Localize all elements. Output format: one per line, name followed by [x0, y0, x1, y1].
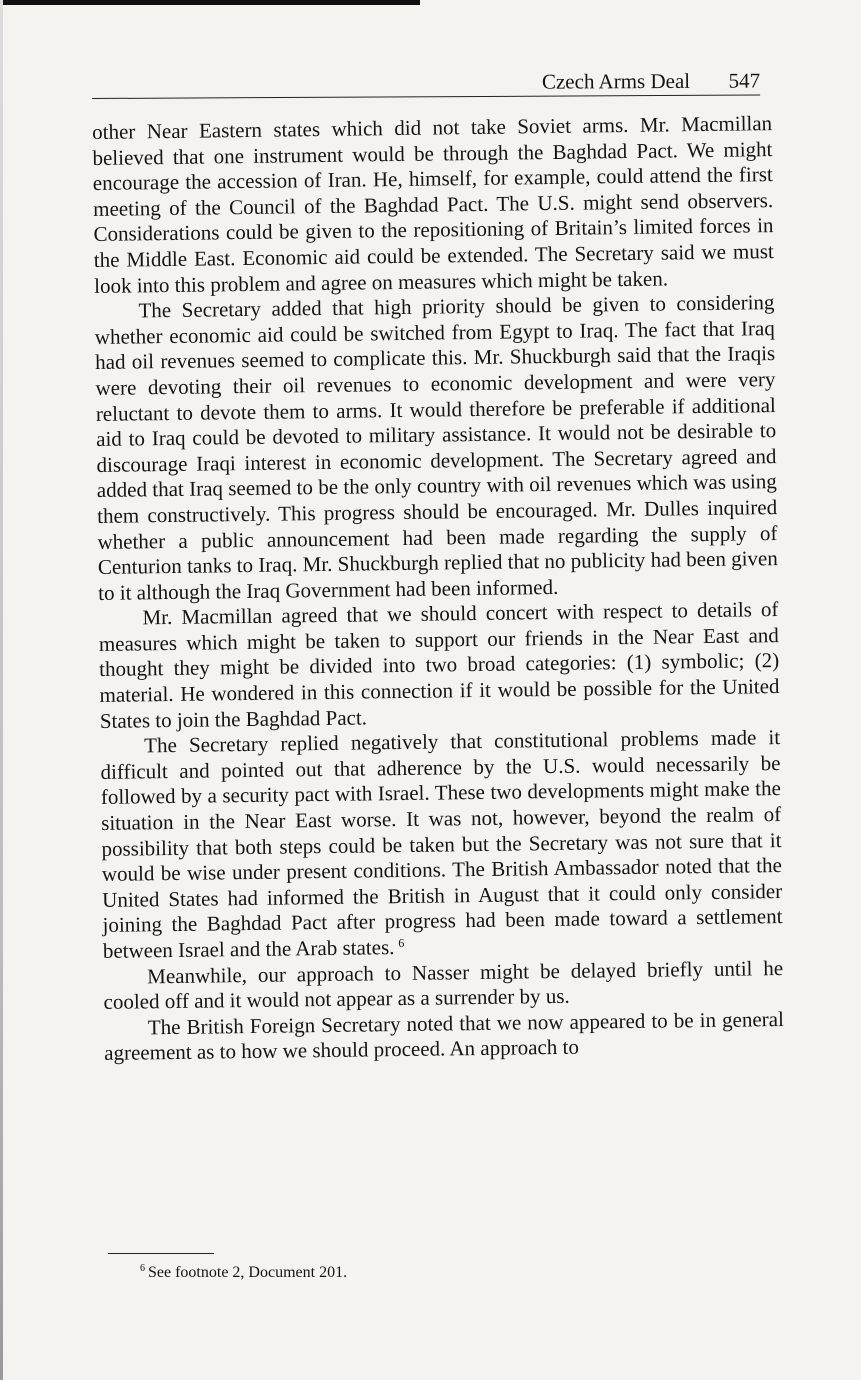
footnote-divider — [108, 1253, 214, 1254]
footnote-marker: 6 — [140, 1263, 145, 1274]
running-head — [92, 67, 760, 99]
paragraph-3: Mr. Macmillan agreed that we should concert with respect to details of measures which might be taken to support our friends in the Near East and thought they might be divided into two broad categories: (1) symbolic; (2) material. He wondered in this connection if it would be possible for the United States to join the Baghdad Pact. — [98, 597, 780, 733]
paragraph-4-text: The Secretary replied negatively that constitutional problems made it difficult and pointed out that adherence by the U.S. would necessarily be followed by a security pact with Israel. These two developments might make the situation in the Near East worse. It was not, however, beyond the realm of possibility that both steps could be taken but the Secretary was not sure that it would be wise under present conditions. The British Ambassador noted that the United States had informed the British in August that it could only consider joining the Baghdad Pact after progress had been made toward a settlement between Israel and the Arab states. — [100, 725, 783, 963]
running-head-title: Czech Arms Deal — [541, 68, 691, 94]
paragraph-6: The British Foreign Secretary noted that we now appeared to be in general agreement as to how we should proceed. An approach to — [104, 1006, 784, 1066]
page-number: 547 — [728, 68, 761, 93]
paragraph-5: Meanwhile, our approach to Nasser might be delayed briefly until he cooled off and it would not appear as a surrender by us. — [103, 955, 784, 1015]
body-text — [92, 111, 784, 1067]
footnote — [140, 1263, 347, 1283]
page-top-edge — [0, 0, 420, 5]
paragraph-2: The Secretary added that high priority should be given to considering whether economic aid could be switched from Egypt to Iraq. The fact that Iraq had oil revenues seemed to complicate this. Mr. Shuckburgh said that the Iraqis were devoting their oil revenues to economic development and were very reluctant to devote them to arms. It would therefore be preferable if additional aid to Iraq could be devoted to military assistance. It would not be desirable to discourage Iraqi interest in economic development. The Secretary agreed and added that Iraq seemed to be the only country with oil revenues which was using them constructively. This progress should be encouraged. Mr. Dulles inquired whether a public announcement had been made regarding the supply of Centurion tanks to Iraq. Mr. Shuckburgh replied that no publicity had been given to it although the Iraq Government had been informed. — [94, 290, 778, 605]
paragraph-4 — [100, 725, 783, 964]
page-left-edge — [0, 0, 3, 1380]
paragraph-1: other Near Eastern states which did not take Soviet arms. Mr. Macmillan believed that one instrument would be through the Baghdad Pact. We might encourage the accession of Iran. He, himself, for example, could attend the first meeting of the Council of the Baghdad Pact. The U.S. might send observers. Considerations could be given to the repositioning of Britain’s limited forces in the Middle East. Economic aid could be extended. The Secretary said we must look into this problem and agree on measures which might be taken. — [92, 111, 774, 298]
footnote-text: See footnote 2, Document 201. — [148, 1264, 348, 1281]
footnote-reference: 6 — [398, 935, 405, 951]
